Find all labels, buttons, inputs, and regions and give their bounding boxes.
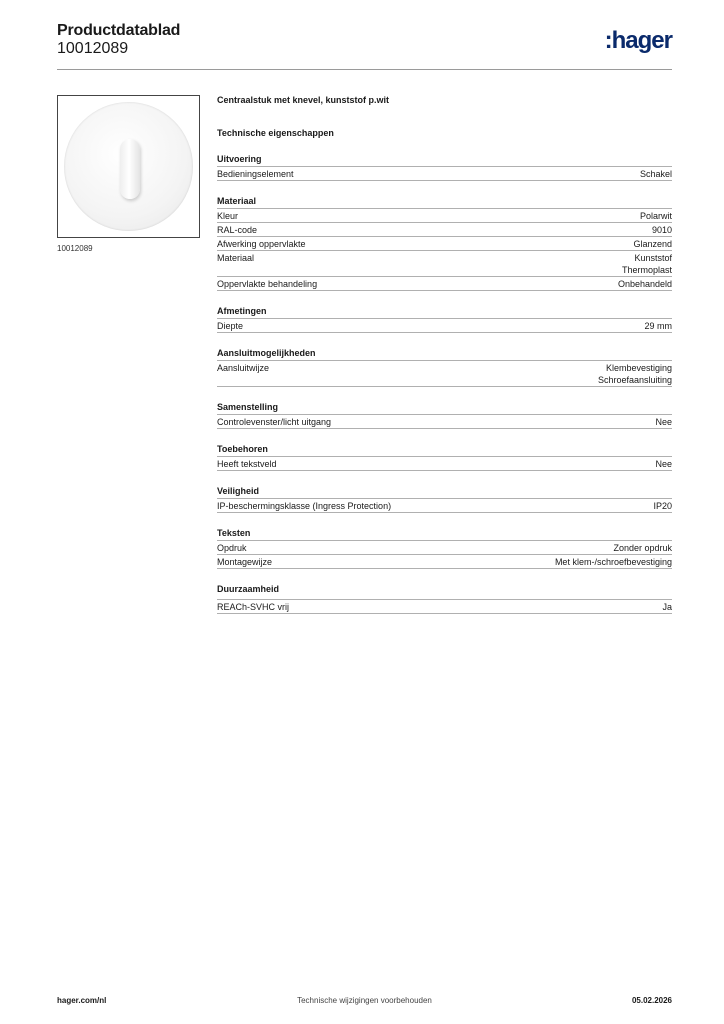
spec-value-line: 29 mm — [644, 321, 672, 331]
spec-row — [217, 555, 672, 569]
spec-label: Heeft tekstveld — [217, 459, 277, 469]
spec-group — [217, 401, 672, 429]
spec-value-line: IP20 — [653, 501, 672, 511]
spec-value-line: Zonder opdruk — [613, 543, 672, 553]
header-divider — [57, 69, 672, 70]
spec-content — [217, 94, 672, 614]
spec-label: Montagewijze — [217, 557, 273, 567]
spec-label: Afwerking oppervlakte — [217, 239, 306, 249]
spec-label: Opdruk — [217, 543, 247, 553]
spec-row — [217, 277, 672, 291]
spec-group-title: Samenstelling — [217, 401, 672, 415]
spec-value — [640, 210, 672, 222]
spec-row — [217, 319, 672, 333]
spec-group — [217, 527, 672, 569]
page-footer — [57, 996, 672, 1010]
spec-group — [217, 153, 672, 181]
spec-row — [217, 457, 672, 471]
hager-logo: :hager — [604, 27, 672, 54]
spec-group-title: Aansluitmogelijkheden — [217, 347, 672, 361]
spec-value — [640, 168, 672, 180]
spec-value-line: Nee — [655, 459, 672, 469]
spec-row — [217, 167, 672, 181]
spec-row — [217, 361, 672, 387]
spec-label: RAL-code — [217, 225, 258, 235]
spec-value-line: Klembevestiging — [605, 363, 672, 373]
footer-disclaimer: Technische wijzigingen voorbehouden — [297, 996, 432, 1005]
spec-value — [655, 416, 672, 428]
knob-disc-graphic — [64, 102, 193, 231]
spec-label: Aansluitwijze — [217, 363, 270, 373]
spec-group — [217, 195, 672, 291]
spec-group-title: Uitvoering — [217, 153, 672, 167]
spec-value-line: Schakel — [639, 169, 672, 179]
spec-row — [217, 415, 672, 429]
spec-value-line: Kunststof — [634, 253, 672, 263]
spec-value-line: Glanzend — [633, 239, 672, 249]
spec-label: Oppervlakte behandeling — [217, 279, 318, 289]
spec-value-line: Ja — [662, 602, 672, 612]
page-header — [57, 22, 677, 70]
spec-value-line: Onbehandeld — [617, 279, 672, 289]
spec-value-line: Schroefaansluiting — [597, 375, 672, 385]
image-caption: 10012089 — [57, 244, 93, 253]
spec-value — [662, 601, 672, 613]
spec-value-line: 9010 — [651, 225, 672, 235]
spec-value-line: Nee — [655, 417, 672, 427]
spec-label: Diepte — [217, 321, 244, 331]
section-heading: Technische eigenschappen — [217, 128, 334, 138]
spec-group-title: Teksten — [217, 527, 672, 541]
spec-row — [217, 499, 672, 513]
document-title: Productdatablad — [57, 22, 181, 39]
spec-value — [613, 542, 672, 554]
document-number: 10012089 — [57, 40, 129, 57]
spec-group — [217, 485, 672, 513]
spec-row — [217, 251, 672, 277]
spec-value — [652, 224, 672, 236]
footer-date: 05.02.2026 — [631, 996, 672, 1005]
spec-value — [644, 320, 672, 332]
spec-value — [655, 458, 672, 470]
spec-row — [217, 541, 672, 555]
spec-row — [217, 209, 672, 223]
spec-label: IP-beschermingsklasse (Ingress Protection) — [217, 501, 392, 511]
spec-label: Bedieningselement — [217, 169, 294, 179]
spec-row — [217, 237, 672, 251]
spec-row — [217, 223, 672, 237]
spec-value-line: Met klem-/schroefbevestiging — [554, 557, 672, 567]
product-name: Centraalstuk met knevel, kunststof p.wit — [217, 95, 390, 105]
spec-label: Controlevenster/licht uitgang — [217, 417, 332, 427]
spec-row — [217, 600, 672, 614]
spec-value — [622, 252, 672, 276]
spec-group-title: Toebehoren — [217, 443, 672, 457]
spec-group — [217, 583, 672, 614]
spec-group — [217, 347, 672, 387]
spec-value-line: Thermoplast — [621, 265, 672, 275]
spec-value — [598, 362, 672, 386]
spec-label: REACh-SVHC vrij — [217, 602, 290, 612]
spec-value — [618, 278, 672, 290]
spec-value — [633, 238, 672, 250]
product-image — [57, 95, 200, 238]
spec-groups — [217, 153, 672, 614]
spec-value-line: Polarwit — [639, 211, 672, 221]
spec-group — [217, 305, 672, 333]
spec-value — [555, 556, 672, 568]
spec-group-title: Veiligheid — [217, 485, 672, 499]
spec-label: Materiaal — [217, 253, 255, 263]
knob-handle-graphic — [120, 139, 140, 199]
spec-group-title: Duurzaamheid — [217, 583, 672, 600]
spec-label: Kleur — [217, 211, 239, 221]
spec-value — [653, 500, 672, 512]
spec-group — [217, 443, 672, 471]
footer-website: hager.com/nl — [57, 996, 107, 1005]
spec-group-title: Afmetingen — [217, 305, 672, 319]
spec-group-title: Materiaal — [217, 195, 672, 209]
